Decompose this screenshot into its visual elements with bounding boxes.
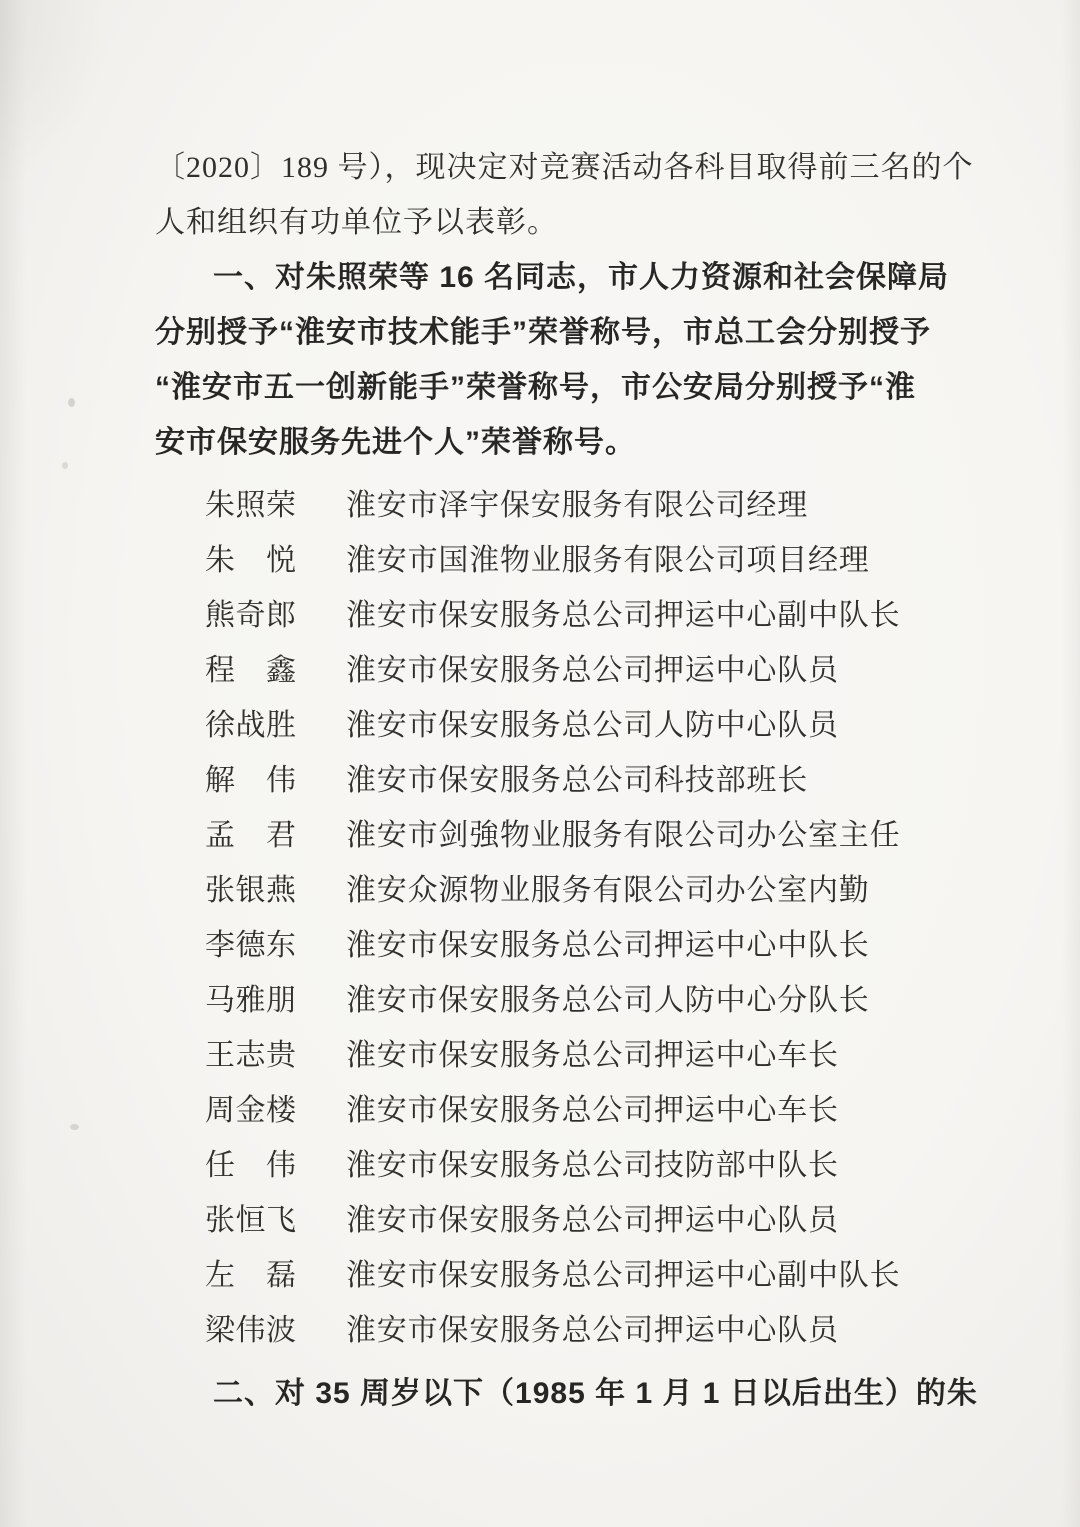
awardee-row — [155, 753, 930, 808]
awardee-name: 左 磊 — [205, 1259, 297, 1292]
awardee-title: 淮安市保安服务总公司押运中心队员 — [346, 1314, 839, 1347]
scan-speck — [70, 1124, 79, 1130]
awardee-name: 徐战胜 — [205, 709, 297, 742]
awardee-title: 淮安市保安服务总公司押运中心车长 — [346, 1039, 839, 1072]
intro-line-2: 人和组织有功单位予以表彰。 — [155, 206, 558, 239]
awardee-row — [155, 643, 930, 698]
awardee-row — [155, 918, 930, 973]
awardee-title: 淮安市保安服务总公司押运中心队员 — [346, 1204, 839, 1237]
awardee-title: 淮安市保安服务总公司技防部中队长 — [346, 1149, 839, 1182]
awardee-title: 淮安众源物业服务有限公司办公室内勤 — [346, 874, 870, 907]
awardee-name: 周金楼 — [205, 1094, 297, 1127]
awardee-title: 淮安市保安服务总公司押运中心中队长 — [346, 929, 870, 962]
section1-heading-line-2: 分别授予“淮安市技术能手”荣誉称号，市总工会分别授予 — [155, 316, 931, 349]
section2-heading-line: 二、对 35 周岁以下（1985 年 1 月 1 日以后出生）的朱 — [213, 1377, 978, 1410]
awardee-title: 淮安市保安服务总公司科技部班长 — [346, 764, 808, 797]
awardee-name: 王志贵 — [205, 1039, 297, 1072]
awardee-title: 淮安市保安服务总公司押运中心车长 — [346, 1094, 839, 1127]
awardee-row — [155, 1303, 930, 1358]
awardee-row — [155, 588, 930, 643]
awardee-title: 淮安市保安服务总公司押运中心副中队长 — [346, 1259, 901, 1292]
awardee-row — [155, 1138, 930, 1193]
awardee-list — [155, 478, 930, 1358]
section1-heading-line-1: 一、对朱照荣等 16 名同志，市人力资源和社会保障局 — [213, 261, 950, 294]
awardee-name: 程 鑫 — [205, 654, 297, 687]
awardee-title: 淮安市保安服务总公司押运中心队员 — [346, 654, 839, 687]
awardee-name: 熊奇郎 — [205, 599, 297, 632]
awardee-row — [155, 808, 930, 863]
awardee-title: 淮安市剑強物业服务有限公司办公室主任 — [346, 819, 901, 852]
section1-heading-line-4: 安市保安服务先进个人”荣誉称号。 — [155, 426, 636, 459]
scan-speck — [62, 462, 68, 469]
awardee-name: 朱照荣 — [205, 489, 297, 522]
awardee-row — [155, 1083, 930, 1138]
section1-heading-line-3: “淮安市五一创新能手”荣誉称号，市公安局分别授予“淮 — [155, 371, 916, 404]
awardee-name: 马雅朋 — [205, 984, 297, 1017]
scan-edge-shadow-left — [0, 0, 26, 1527]
intro-line-1: 〔2020〕189 号），现决定对竞赛活动各科目取得前三名的个 — [155, 151, 974, 184]
awardee-row — [155, 478, 930, 533]
awardee-row — [155, 533, 930, 588]
awardee-row — [155, 863, 930, 918]
awardee-row — [155, 1193, 930, 1248]
awardee-row — [155, 973, 930, 1028]
scan-edge-shadow-right — [1062, 0, 1080, 1527]
awardee-name: 任 伟 — [205, 1149, 297, 1182]
awardee-title: 淮安市保安服务总公司人防中心队员 — [346, 709, 839, 742]
awardee-row — [155, 1248, 930, 1303]
awardee-name: 孟 君 — [205, 819, 297, 852]
document-body — [155, 140, 978, 1421]
awardee-title: 淮安市国淮物业服务有限公司项目经理 — [346, 544, 870, 577]
awardee-title: 淮安市保安服务总公司人防中心分队长 — [346, 984, 870, 1017]
awardee-name: 李德东 — [205, 929, 297, 962]
awardee-row — [155, 698, 930, 753]
scan-speck — [68, 398, 75, 407]
awardee-name: 张恒飞 — [205, 1204, 297, 1237]
awardee-name: 解 伟 — [205, 764, 297, 797]
awardee-row — [155, 1028, 930, 1083]
awardee-title: 淮安市泽宇保安服务有限公司经理 — [346, 489, 808, 522]
awardee-name: 张银燕 — [205, 874, 297, 907]
awardee-title: 淮安市保安服务总公司押运中心副中队长 — [346, 599, 901, 632]
awardee-name: 梁伟波 — [205, 1314, 297, 1347]
awardee-name: 朱 悦 — [205, 544, 297, 577]
